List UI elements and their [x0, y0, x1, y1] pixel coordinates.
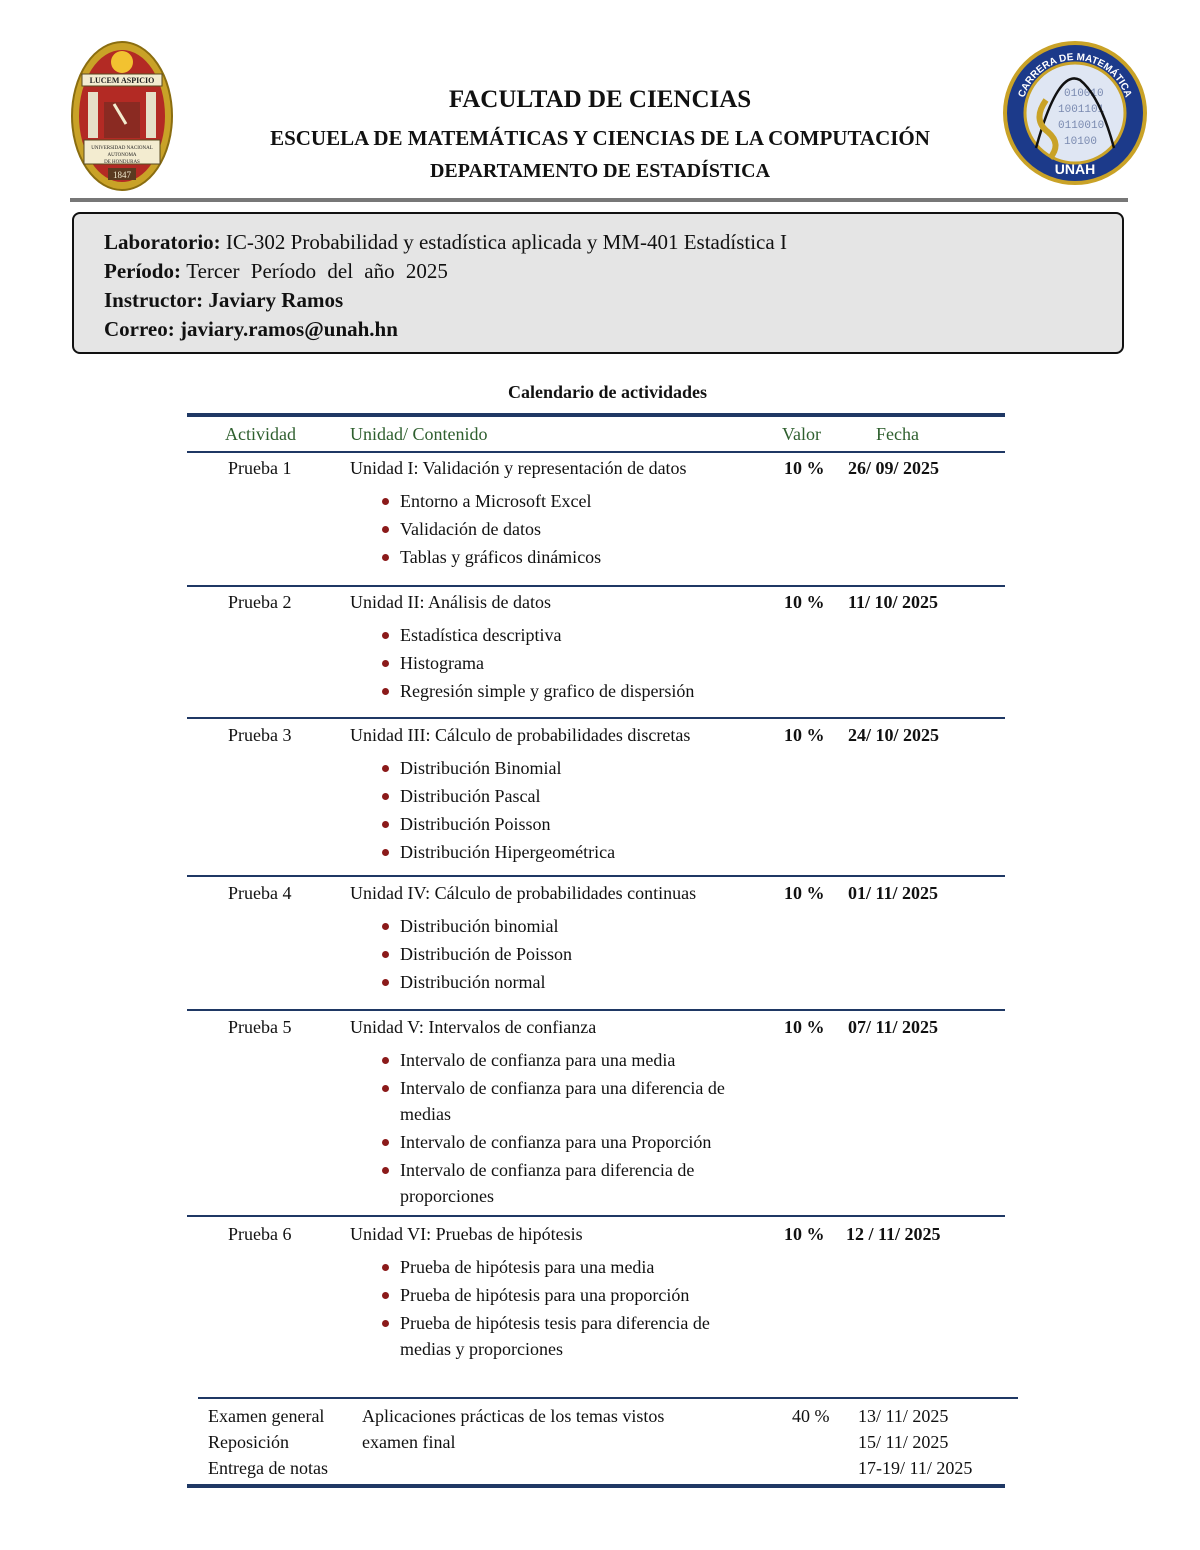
- row-unit: Unidad I: Validación y representación de datos: [350, 458, 687, 478]
- row-unit: Unidad IV: Cálculo de probabilidades continuas: [350, 883, 697, 903]
- topic-item: Intervalo de confianza para una Proporción: [380, 1129, 760, 1155]
- final-date: 17-19/ 11/ 2025: [858, 1458, 973, 1478]
- lab-label: Laboratorio:: [104, 230, 221, 254]
- svg-text:AUTONOMA: AUTONOMA: [107, 153, 137, 158]
- topic-list: [380, 622, 760, 706]
- row-activity: Prueba 2: [228, 592, 292, 612]
- row-divider: [187, 875, 1005, 877]
- topic-item: Distribución Hipergeométrica: [380, 839, 760, 865]
- col-header-unit: Unidad/ Contenido: [350, 424, 488, 444]
- topic-list: [380, 755, 760, 867]
- seal-motto: LUCEM ASPICIO: [89, 76, 155, 85]
- topic-item: Entorno a Microsoft Excel: [380, 488, 760, 514]
- topic-item: Prueba de hipótesis para una media: [380, 1254, 710, 1280]
- topic-item: Histograma: [380, 650, 760, 676]
- final-dates: [858, 1403, 972, 1481]
- topic-list: [380, 488, 760, 572]
- row-unit: Unidad V: Intervalos de confianza: [350, 1017, 597, 1037]
- department-title: DEPARTAMENTO DE ESTADÍSTICA: [429, 160, 771, 182]
- final-activities: [208, 1403, 328, 1481]
- svg-text:010010: 010010: [1064, 88, 1104, 100]
- topic-item: Intervalo de confianza para una media: [380, 1047, 760, 1073]
- svg-text:0110010: 0110010: [1058, 120, 1105, 132]
- row-value: 10 %: [784, 592, 825, 612]
- topic-list: [380, 1047, 760, 1211]
- final-activity: Entrega de notas: [208, 1458, 328, 1478]
- row-unit: Unidad VI: Pruebas de hipótesis: [350, 1224, 583, 1244]
- row-date: 11/ 10/ 2025: [848, 592, 939, 612]
- row-value: 10 %: [784, 458, 825, 478]
- seal-year: 1847: [113, 170, 131, 180]
- topic-item: Validación de datos: [380, 516, 760, 542]
- row-date: 12 / 11/ 2025: [846, 1224, 941, 1244]
- row-unit: Unidad III: Cálculo de probabilidades discretas: [350, 725, 691, 745]
- row-divider: [187, 1009, 1005, 1011]
- topic-item: Distribución de Poisson: [380, 941, 760, 967]
- row-date: 24/ 10/ 2025: [848, 725, 940, 745]
- topic-item: Regresión simple y grafico de dispersión: [380, 678, 760, 704]
- period-value: Tercer Período del año 2025: [186, 259, 448, 283]
- topic-item: Intervalo de confianza para diferencia de proporciones: [380, 1157, 760, 1209]
- email-line: [104, 317, 398, 342]
- row-value: 10 %: [784, 1224, 825, 1244]
- instructor-line: [104, 288, 343, 313]
- row-value: 10 %: [784, 883, 825, 903]
- topic-list: [380, 1254, 710, 1364]
- row-activity: Prueba 3: [228, 725, 292, 745]
- final-content: Aplicaciones prácticas de los temas vistos examen final: [362, 1406, 665, 1452]
- topic-item: Prueba de hipótesis para una proporción: [380, 1282, 710, 1308]
- table-top-rule: [187, 413, 1005, 417]
- row-date: 07/ 11/ 2025: [848, 1017, 939, 1037]
- instructor-label: Instructor:: [104, 288, 204, 312]
- instructor-value: Javiary Ramos: [208, 288, 344, 312]
- lab-line: [104, 230, 787, 255]
- topic-item: Estadística descriptiva: [380, 622, 760, 648]
- col-header-value: Valor: [782, 424, 821, 444]
- final-date: 13/ 11/ 2025: [858, 1406, 949, 1426]
- row-activity: Prueba 6: [228, 1224, 292, 1244]
- row-date: 01/ 11/ 2025: [848, 883, 939, 903]
- topic-item: Distribución normal: [380, 969, 760, 995]
- final-date: 15/ 11/ 2025: [858, 1432, 949, 1452]
- final-value: 40 %: [792, 1406, 830, 1426]
- topic-list: [380, 913, 760, 997]
- header-divider: [70, 198, 1128, 202]
- svg-text:10100: 10100: [1064, 136, 1098, 148]
- row-activity: Prueba 5: [228, 1017, 292, 1037]
- calendar-title: Calendario de actividades: [507, 382, 707, 402]
- topic-item: Prueba de hipótesis tesis para diferencia de medias y proporciones: [380, 1310, 710, 1362]
- final-top-rule: [198, 1397, 1018, 1399]
- row-divider: [187, 585, 1005, 587]
- final-activity: Reposición: [208, 1432, 289, 1452]
- topic-item: Tablas y gráficos dinámicos: [380, 544, 760, 570]
- logo-ring-text: CARRERA DE MATEMÁTICA: [1016, 51, 1134, 99]
- svg-text:1001101: 1001101: [1058, 104, 1105, 116]
- logo-bottom-text: UNAH: [1054, 161, 1096, 177]
- course-info-box: [72, 212, 1124, 354]
- table-bottom-rule: [187, 1484, 1005, 1488]
- period-line: [104, 259, 448, 284]
- final-activity: Examen general: [208, 1406, 325, 1426]
- svg-text:DE HONDURAS: DE HONDURAS: [104, 160, 140, 165]
- row-activity: Prueba 4: [228, 883, 292, 903]
- topic-item: Intervalo de confianza para una diferencia de medias: [380, 1075, 760, 1127]
- email-label: Correo:: [104, 317, 175, 341]
- school-title: ESCUELA DE MATEMÁTICAS Y CIENCIAS DE LA COMPUTACIÓN: [270, 126, 930, 150]
- topic-item: Distribución Binomial: [380, 755, 760, 781]
- row-divider: [187, 717, 1005, 719]
- col-header-activity: Actividad: [225, 424, 296, 444]
- row-value: 10 %: [784, 1017, 825, 1037]
- topic-item: Distribución Poisson: [380, 811, 760, 837]
- period-label: Período:: [104, 259, 181, 283]
- col-header-date: Fecha: [876, 424, 919, 444]
- row-value: 10 %: [784, 725, 825, 745]
- header-rule: [187, 451, 1005, 453]
- faculty-title: FACULTAD DE CIENCIAS: [448, 86, 752, 113]
- svg-text:UNIVERSIDAD NACIONAL: UNIVERSIDAD NACIONAL: [91, 146, 153, 151]
- row-date: 26/ 09/ 2025: [848, 458, 940, 478]
- row-activity: Prueba 1: [228, 458, 292, 478]
- topic-item: Distribución binomial: [380, 913, 760, 939]
- row-divider: [187, 1215, 1005, 1217]
- email-value[interactable]: javiary.ramos@unah.hn: [180, 317, 398, 341]
- topic-item: Distribución Pascal: [380, 783, 760, 809]
- lab-value: IC-302 Probabilidad y estadística aplicada y MM-401 Estadística I: [225, 230, 787, 254]
- row-unit: Unidad II: Análisis de datos: [350, 592, 551, 612]
